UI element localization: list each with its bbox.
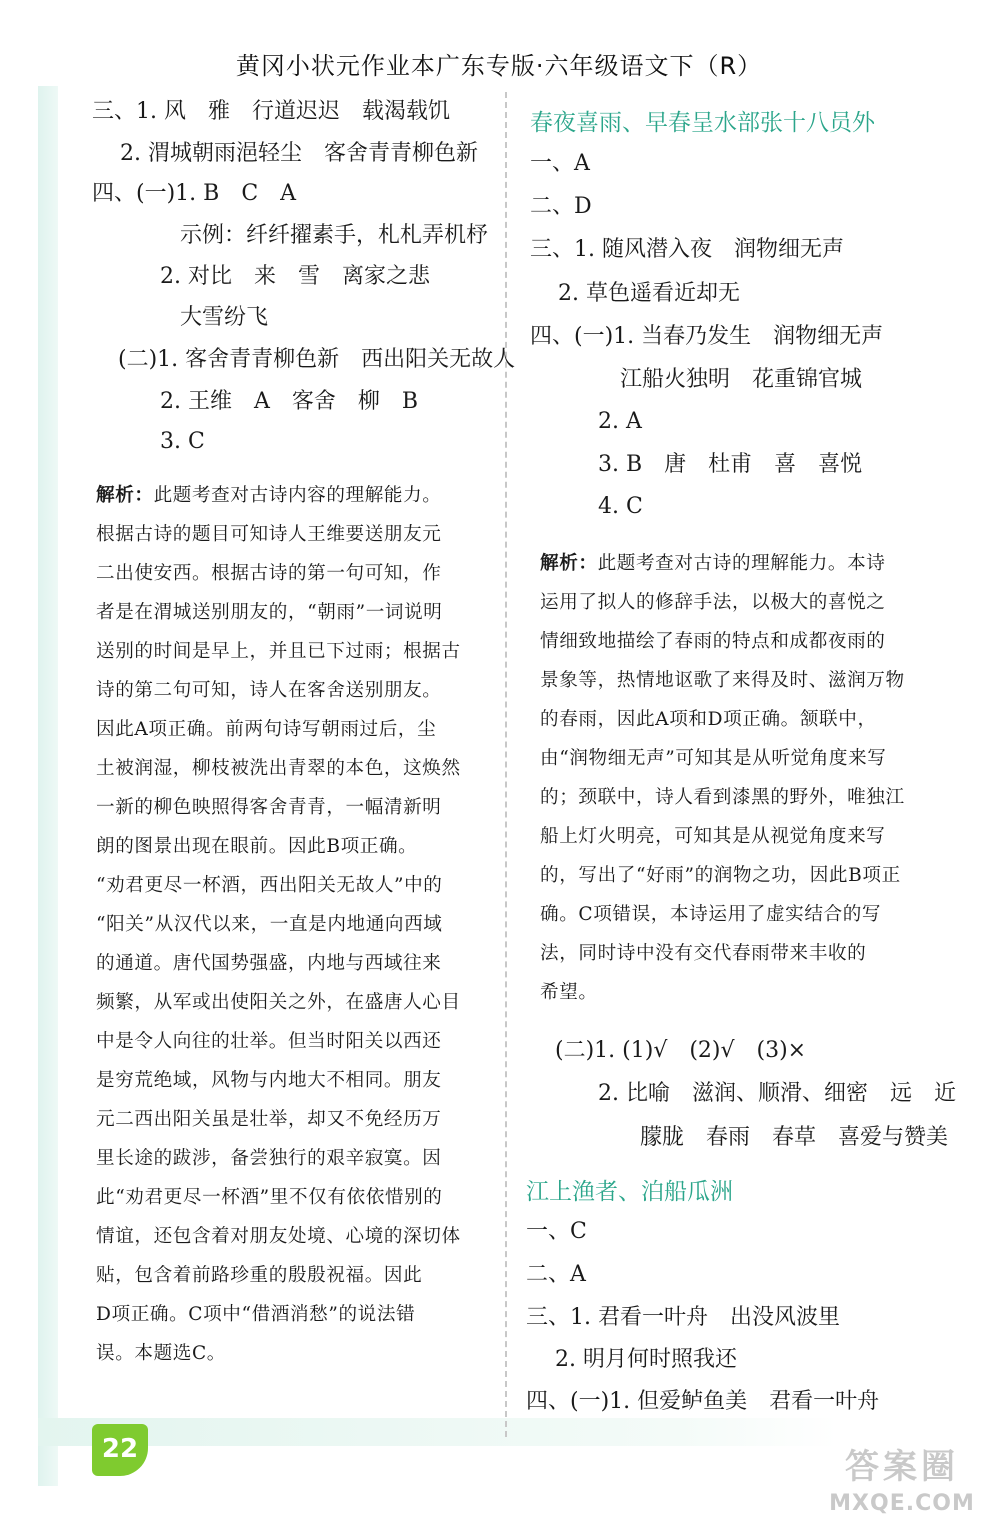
explanation-line: 诗的第二句可知，诗人在客舍送别朋友。 — [96, 680, 442, 701]
explanation-line: 根据古诗的题目可知诗人王维要送朋友元 — [96, 524, 442, 545]
explanation-line: 法，同时诗中没有交代春雨带来丰收的 — [540, 943, 867, 964]
explanation-line: 由“润物细无声”可知其是从听觉角度来写 — [540, 748, 887, 769]
explanation-line: 的；颈联中，诗人看到漆黑的野外，唯独江 — [540, 787, 905, 808]
explanation-label: 解析： — [540, 553, 598, 574]
explanation-line: 的通道。唐代国势强盛，内地与西域往来 — [96, 953, 442, 974]
explanation-line: 景象等，热情地讴歌了来得及时、滋润万物 — [540, 670, 905, 691]
explanation-line: 一新的柳色映照得客舍青青，一幅清新明 — [96, 797, 442, 818]
answer-line: 三、1. 随风潜入夜 润物细无声 — [530, 237, 844, 262]
explanation-line: 解析：此题考查对古诗内容的理解能力。 — [96, 485, 442, 506]
explanation-line: 贴，包含着前路珍重的殷殷祝福。因此 — [96, 1265, 423, 1286]
explanation-line: 是穷荒绝域，风物与内地大不相同。朋友 — [96, 1070, 442, 1091]
explanation-line: 船上灯火明亮，可知其是从视觉角度来写 — [540, 826, 886, 847]
page-header: 黄冈小状元作业本广东专版·六年级语文下（R） — [235, 52, 763, 80]
answer-line: 二、A — [526, 1262, 586, 1287]
answer-line: (二)1. (1)√ (2)√ (3)× — [555, 1038, 807, 1063]
explanation-line: 元二西出阳关虽是壮举，却又不免经历万 — [96, 1109, 442, 1130]
explanation-line: 二出使安西。根据古诗的第一句可知，作 — [96, 563, 442, 584]
page-number: 22 — [101, 1434, 139, 1464]
watermark-url: MXQE.COM — [829, 1491, 975, 1516]
section-title: 春夜喜雨、早春呈水部张十八员外 — [530, 110, 875, 136]
explanation-line: 情细致地描绘了春雨的特点和成都夜雨的 — [540, 631, 886, 652]
explanation-line: 的春雨，因此A项和D项正确。颔联中， — [540, 709, 877, 730]
explanation-line: 解析：此题考查对古诗的理解能力。本诗 — [540, 553, 886, 574]
watermark-text: 答案圈 — [845, 1447, 959, 1487]
answer-line: 四、(一)1. 当春乃发生 润物细无声 — [530, 324, 884, 349]
section-title: 江上渔者、泊船瓜洲 — [526, 1179, 733, 1205]
answer-line: 2. 比喻 滋润、顺滑、细密 远 近 — [598, 1081, 956, 1106]
answer-line: 2. 渭城朝雨浥轻尘 客舍青青柳色新 — [120, 141, 478, 166]
explanation-line: 确。C项错误，本诗运用了虚实结合的写 — [540, 904, 882, 925]
answer-line: 四、(一)1. 但爱鲈鱼美 君看一叶舟 — [526, 1389, 880, 1414]
answer-line: 示例：纤纤擢素手，札札弄机杼 — [180, 223, 489, 248]
watermark-logo — [812, 1445, 992, 1525]
answer-line: 一、A — [530, 151, 590, 176]
answer-line: 4. C — [598, 494, 643, 519]
answer-line: (二)1. 客舍青青柳色新 西出阳关无故人 — [118, 347, 516, 372]
explanation-line: 者是在渭城送别朋友的，“朝雨”一词说明 — [96, 602, 443, 623]
answer-line: 二、D — [530, 194, 592, 219]
answer-line: 三、1. 风 雅 行道迟迟 载渴载饥 — [92, 99, 450, 124]
answer-line: 江船火独明 花重锦官城 — [620, 367, 863, 392]
answer-line: 2. 对比 来 雪 离家之悲 — [160, 264, 430, 289]
explanation-line: 土被润湿，柳枝被洗出青翠的本色，这焕然 — [96, 758, 461, 779]
answer-line: 2. A — [598, 409, 642, 434]
explanation-line: 误。本题选C。 — [96, 1343, 226, 1364]
answer-line: 三、1. 君看一叶舟 出没风波里 — [526, 1305, 840, 1330]
explanation-line: 运用了拟人的修辞手法，以极大的喜悦之 — [540, 592, 886, 613]
explanation-line: 朗的图景出现在眼前。因此B项正确。 — [96, 836, 418, 857]
answer-line: 2. 草色遥看近却无 — [558, 281, 740, 306]
explanation-line: D项正确。C项中“借酒消愁”的说法错 — [96, 1304, 416, 1325]
explanation-line: 情谊，还包含着对朋友处境、心境的深切体 — [96, 1226, 461, 1247]
answer-line: 大雪纷飞 — [180, 305, 269, 330]
answer-line: 四、(一)1. B C A — [92, 181, 297, 206]
explanation-line: 因此A项正确。前两句诗写朝雨过后，尘 — [96, 719, 437, 740]
explanation-line: 送别的时间是早上，并且已下过雨；根据古 — [96, 641, 461, 662]
answer-line: 朦胧 春雨 春草 喜爱与赞美 — [640, 1125, 949, 1150]
explanation-line: 中是令人向往的壮举。但当时阳关以西还 — [96, 1031, 442, 1052]
explanation-line: 的，写出了“好雨”的润物之功，因此B项正 — [540, 865, 901, 886]
explanation-line: 此“劝君更尽一杯酒”里不仅有依依惜别的 — [96, 1187, 443, 1208]
page-number-badge — [92, 1424, 148, 1476]
answer-line: 2. 王维 A 客舍 柳 B — [160, 389, 419, 414]
answer-line: 一、C — [526, 1219, 587, 1244]
answer-line: 3. B 唐 杜甫 喜 喜悦 — [598, 452, 863, 477]
explanation-line: “劝君更尽一杯酒，西出阳关无故人”中的 — [96, 875, 443, 896]
answer-line: 2. 明月何时照我还 — [555, 1347, 737, 1372]
column-divider — [505, 92, 507, 1437]
explanation-line: 频繁，从军或出使阳关之外，在盛唐人心目 — [96, 992, 461, 1013]
bottom-decorative-stripe — [38, 1418, 838, 1446]
explanation-line: 里长途的跋涉，备尝独行的艰辛寂寞。因 — [96, 1148, 442, 1169]
explanation-line: “阳关”从汉代以来，一直是内地通向西域 — [96, 914, 443, 935]
answer-line: 3. C — [160, 429, 205, 454]
left-decorative-stripe — [38, 86, 58, 1486]
explanation-label: 解析： — [96, 485, 154, 506]
explanation-line: 希望。 — [540, 982, 598, 1003]
